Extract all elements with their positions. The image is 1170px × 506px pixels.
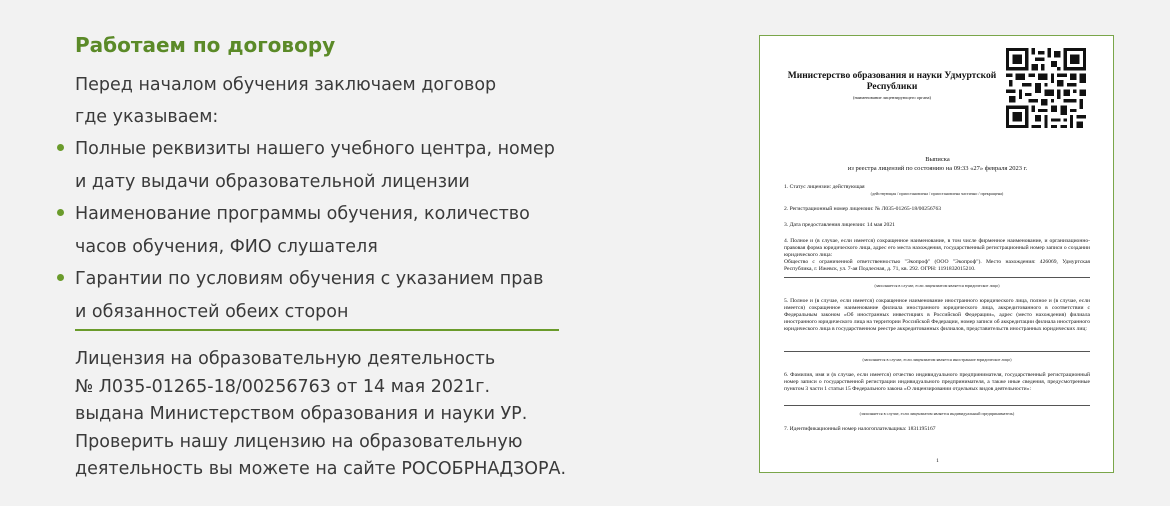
divider — [784, 405, 1090, 406]
divider — [784, 351, 1090, 352]
item-text: 4. Полное и (в случае, если имеется) сокращенное наименование, в том числе фирменное наименование, и организационно-правовая форма юридического лица, адрес его места нахождения, государственный регистрационный номер записи о создании юридического лица: — [784, 238, 1090, 258]
license-line: Проверить нашу лицензию на образовательную — [75, 431, 523, 452]
extract-item — [784, 238, 1090, 289]
contract-points-list — [56, 133, 555, 328]
list-item — [56, 198, 555, 263]
intro-line: Перед началом обучения заключаем договор — [75, 75, 497, 95]
item-note: (действующая / приостановлена / приостановлена частично / прекращена) — [870, 191, 1004, 196]
extract-items — [784, 184, 1090, 442]
license-line: выдана Министерством образования и науки УР. — [75, 404, 528, 424]
extract-item — [784, 184, 1090, 197]
item-text: 6. Фамилия, имя и (в случае, если имеется) отчество индивидуального предпринимателя, государственный регистрационный номер записи о государственной регистрации индивидуального предпринимателя, а также иные сведения, предусмотренные пунктом 3 части 1 статьи 15 Федерального закона «О лицензировании отдельных видов деятельности»: — [784, 372, 1090, 392]
extract-item: 3. Дата предоставления лицензии: 14 мая 2021 — [784, 222, 895, 228]
license-line: Лицензия на образовательную деятельность — [75, 349, 496, 369]
divider — [75, 329, 559, 331]
license-extract-document — [759, 35, 1114, 473]
list-item-line: Гарантии по условиям обучения с указанием прав — [75, 269, 544, 289]
item-text: 5. Полное и (в случае, если имеется) сокращенное наименование иностранного юридического лица, полное и (в случае, если имеется) сокращенное наименование филиала иностранного юридического лица, аккредитованного в соответствии с Федеральным законом «Об иностранных инвестициях в Российской Федерации», адрес (место нахождения) филиала иностранного юридического лица на территории Российской Федерации, номер записи об аккредитации филиала иностранного юридического лица в государственном реестре аккредитованных филиалов, представительств иностранных юридических лиц: — [784, 298, 1090, 332]
section-heading: Работаем по договору — [75, 33, 336, 57]
extract-item: 2. Регистрационный номер лицензии: № Л035-01265-18/00256763 — [784, 206, 942, 212]
extract-title: Выписка — [925, 156, 950, 163]
list-item-line: Наименование программы обучения, количество — [75, 204, 530, 224]
intro-line: где указываем: — [75, 107, 219, 127]
list-item — [56, 133, 555, 198]
divider — [784, 277, 1090, 278]
item-note: (заполняется в случае, если лицензиатом является юридическое лицо) — [874, 283, 1000, 288]
extract-header — [760, 155, 1115, 173]
bullet-dot-icon — [57, 144, 64, 151]
item-text: 1. Статус лицензии: действующая — [784, 184, 865, 190]
license-line: деятельность вы можете на сайте РОСОБРНАДЗОРА. — [75, 459, 567, 479]
extract-item — [784, 372, 1090, 417]
page-number: 1 — [936, 458, 939, 464]
list-item — [56, 263, 555, 328]
extract-item — [784, 298, 1090, 363]
list-item-line: Полные реквизиты нашего учебного центра, номер — [75, 139, 555, 159]
list-item-line: и обязанностей обеих сторон — [75, 301, 349, 322]
extract-subtitle: из реестра лицензий по состоянию на 09:33 «27» февраля 2023 г. — [847, 165, 1028, 172]
intro-text — [75, 69, 496, 133]
item-note: (заполняется в случае, если лицензиатом является иностранное юридическое лицо) — [862, 357, 1012, 362]
extract-item: 7. Идентификационный номер налогоплательщика: 1831195167 — [784, 426, 936, 432]
license-info — [75, 346, 566, 484]
list-item-line: часов обучения, ФИО слушателя — [75, 236, 378, 257]
item-value: Общество с ограниченной ответственностью "Экопроф" (ООО "Экопроф"). Место нахождения: 426069, Удмуртская Республика, г. Ижевск, ул. 7-ая Подлесная, д. 71, кв. 292. ОГРН: 1191832015210. — [784, 259, 1090, 272]
list-item-line: и дату выдачи образовательной лицензии — [75, 171, 470, 192]
bullet-dot-icon — [57, 274, 64, 281]
bullet-dot-icon — [57, 209, 64, 216]
ministry-note: (наименование лицензирующего органа) — [852, 95, 932, 100]
ministry-title: Министерство образования и науки Удмуртской Республики — [787, 71, 997, 92]
item-note: (заполняется в случае, если лицензиатом является индивидуальный предприниматель) — [859, 411, 1015, 416]
license-line: № Л035-01265-18/00256763 от 14 мая 2021г. — [75, 376, 491, 397]
qr-code-icon — [1006, 48, 1086, 128]
